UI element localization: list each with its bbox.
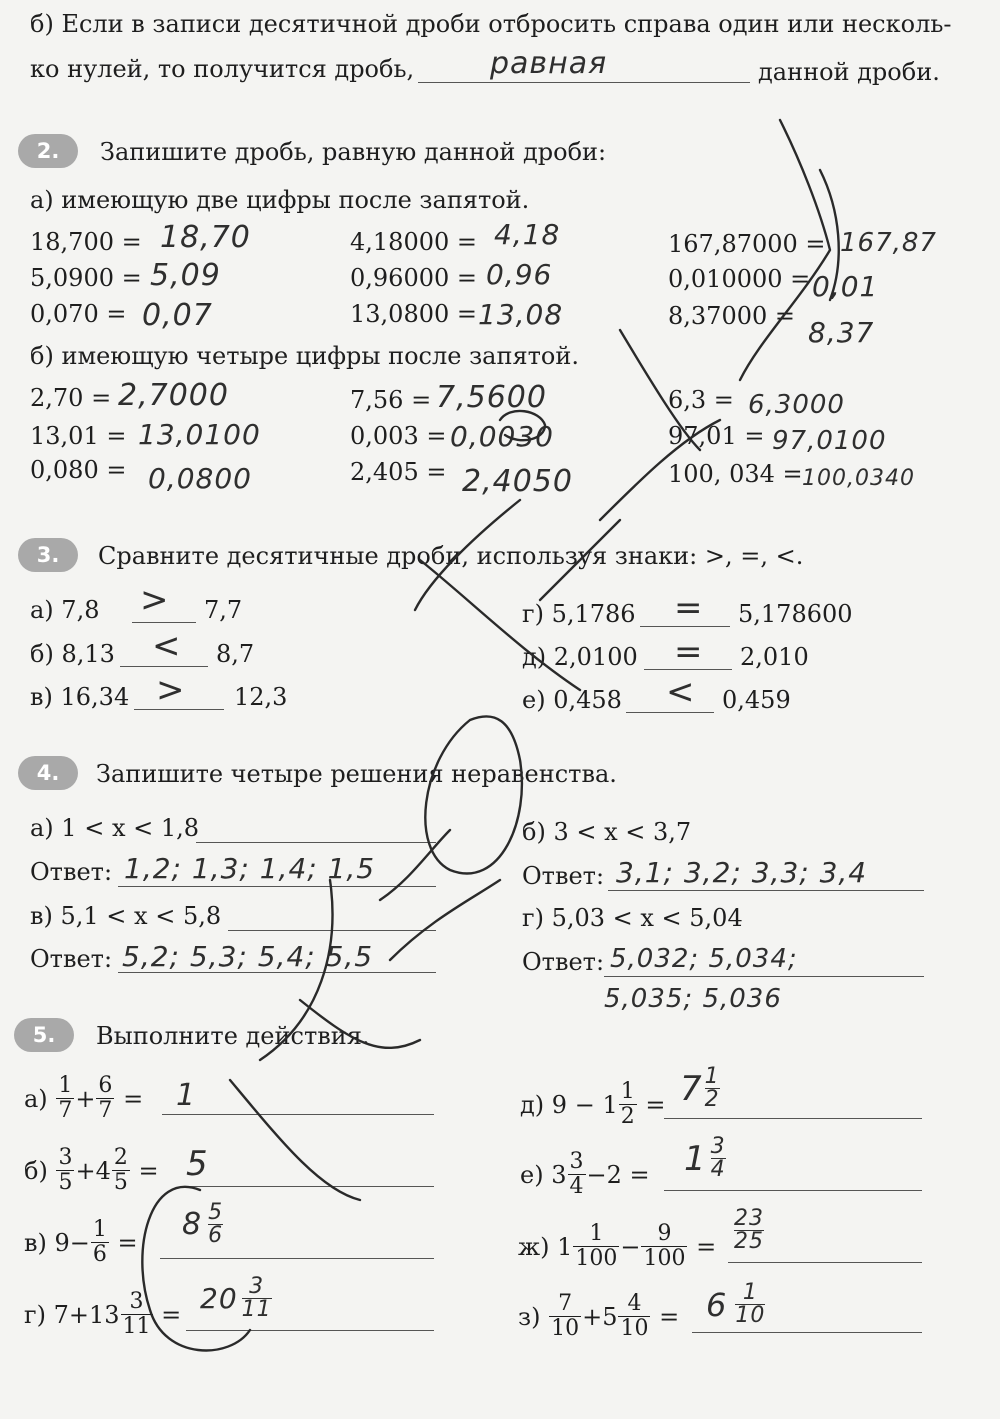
task5-title: Выполните действия. xyxy=(96,1022,370,1050)
task2-a-expr: 8,37000 = xyxy=(668,302,795,330)
equals-sign: = xyxy=(645,1090,666,1119)
task2-a-answer: 4,18 xyxy=(494,218,561,251)
task2-a-answer: 5,09 xyxy=(150,258,221,293)
task2-a-answer: 8,37 xyxy=(808,316,875,349)
answer-line xyxy=(664,1118,922,1119)
expression-a xyxy=(24,1074,143,1123)
task3-title: Сравните десятичные дроби, используя знаки: >, =, <. xyxy=(98,542,804,570)
compare-right: 5,178600 xyxy=(738,600,853,628)
whole-part: 5 xyxy=(602,1302,618,1331)
compare-right: 0,459 xyxy=(722,686,791,714)
task2-b-answer: 2,7000 xyxy=(118,378,229,413)
task2-b-expr: 97,01 = xyxy=(668,422,765,450)
whole-part: 9 xyxy=(551,1090,568,1119)
answer-line xyxy=(196,842,436,843)
task2-b-answer: 7,5600 xyxy=(436,380,547,415)
compare-sign: < xyxy=(666,672,696,712)
task2-b-expr: 6,3 = xyxy=(668,386,734,414)
task2-a-answer: 13,08 xyxy=(478,298,564,331)
answer-line xyxy=(160,1258,434,1259)
task2-a-expr: 0,070 = xyxy=(30,300,127,328)
compare-right: 8,7 xyxy=(216,640,255,668)
result: 5 xyxy=(186,1144,209,1184)
operator: + xyxy=(75,1084,96,1113)
task1b-answer: равная xyxy=(490,46,608,81)
inequality: а) 1 < x < 1,8 xyxy=(30,814,200,842)
fraction: $\frac{7}{10}$ xyxy=(551,1291,580,1341)
expression-d xyxy=(520,1080,665,1129)
task-number-badge: 4. xyxy=(18,756,78,790)
expression-e xyxy=(520,1150,650,1199)
item-label: б) xyxy=(24,1156,48,1185)
inequality-answer: 5,032; 5,034; xyxy=(610,944,798,974)
task2-a-expr: 167,87000 = xyxy=(668,230,826,258)
answer-line xyxy=(184,1186,434,1187)
answer-line xyxy=(626,712,714,713)
fraction: $\frac{3}{5}$ xyxy=(58,1145,73,1195)
task2-b-expr: 13,01 = xyxy=(30,422,127,450)
task2-a-expr: 4,18000 = xyxy=(350,228,477,256)
inequality-answer-cont: 5,035; 5,036 xyxy=(604,984,782,1014)
result: 1 xyxy=(176,1078,197,1113)
compare-left: г) 5,1786 xyxy=(522,600,636,628)
compare-left: в) 16,34 xyxy=(30,683,130,711)
whole-part: 13 xyxy=(88,1300,120,1329)
task2-b-answer: 0,0030 xyxy=(450,420,554,453)
task2-b-expr: 2,70 = xyxy=(30,384,112,412)
scribble-stroke xyxy=(425,716,522,873)
compare-left: д) 2,0100 xyxy=(522,643,638,671)
answer-line xyxy=(186,1330,434,1331)
task-number-badge: 5. xyxy=(14,1018,74,1052)
item-label: в) xyxy=(24,1228,47,1257)
scribble-stroke xyxy=(390,880,500,960)
scribble-stroke xyxy=(230,1080,360,1200)
fraction: $\frac{3}{4}$ xyxy=(569,1149,584,1199)
task2-b-answer: 13,0100 xyxy=(138,418,261,451)
task2-a-answer: 18,70 xyxy=(160,220,251,255)
answer-label: Ответ: xyxy=(522,862,605,890)
task2-a-expr: 0,010000 = xyxy=(668,265,811,293)
answer-line xyxy=(728,1262,922,1263)
task4-title: Запишите четыре решения неравенства. xyxy=(96,760,617,788)
task2-b-answer: 0,0800 xyxy=(148,462,252,495)
task2-b-answer: 2,4050 xyxy=(462,464,573,499)
operator: + xyxy=(68,1300,89,1329)
task2-b-expr: 2,405 = xyxy=(350,458,447,486)
task2-a-answer: 0,01 xyxy=(812,270,879,303)
task-number-badge: 2. xyxy=(18,134,78,168)
equals-sign: = xyxy=(659,1302,680,1331)
inequality: в) 5,1 < x < 5,8 xyxy=(30,902,222,930)
equals-sign: = xyxy=(696,1232,717,1261)
compare-left: а) 7,8 xyxy=(30,596,100,624)
whole-part: 9 xyxy=(54,1228,70,1257)
answer-line xyxy=(228,930,436,931)
whole-part: 2 xyxy=(606,1160,622,1189)
task2-a-answer: 0,96 xyxy=(486,258,553,291)
task1b-line1: б) Если в записи десятичной дроби отбросить справа один или несколь- xyxy=(30,10,952,38)
task2-b-expr: 0,080 = xyxy=(30,456,127,484)
answer-line xyxy=(664,1190,922,1191)
task2-a-expr: 18,700 = xyxy=(30,228,142,256)
whole-part: 7 xyxy=(53,1300,69,1329)
whole-part: 4 xyxy=(95,1156,111,1185)
inequality: б) 3 < x < 3,7 xyxy=(522,818,692,846)
item-label: ж) xyxy=(518,1232,550,1261)
answer-line xyxy=(118,886,436,887)
answer-line xyxy=(692,1332,922,1333)
item-label: а) xyxy=(24,1084,48,1113)
fraction: $\frac{1}{100}$ xyxy=(575,1221,618,1271)
fraction: $\frac{1}{7}$ xyxy=(58,1073,73,1123)
fraction: $\frac{1}{2}$ xyxy=(620,1079,635,1129)
item-label: е) xyxy=(520,1160,544,1189)
equals-sign: = xyxy=(117,1228,138,1257)
task2-b-answer: 100,0340 xyxy=(802,466,915,491)
compare-right: 7,7 xyxy=(204,596,243,624)
item-label: д) xyxy=(520,1090,545,1119)
fraction: $\frac{1}{6}$ xyxy=(92,1217,107,1267)
answer-label: Ответ: xyxy=(30,858,113,886)
result: $\frac{23}{25}$ xyxy=(734,1206,764,1254)
compare-sign: < xyxy=(152,626,182,666)
inequality-answer: 5,2; 5,3; 5,4; 5,5 xyxy=(122,940,374,973)
fraction: $\frac{4}{10}$ xyxy=(620,1291,649,1341)
equals-sign: = xyxy=(138,1156,159,1185)
result: 7 1 2 xyxy=(680,1064,720,1112)
expression-z xyxy=(518,1292,679,1341)
operator: − xyxy=(69,1228,90,1257)
operator: + xyxy=(75,1156,96,1185)
compare-sign: > xyxy=(156,670,186,710)
task1b-line2: ко нулей, то получится дробь, xyxy=(30,55,415,83)
equals-sign: = xyxy=(161,1300,182,1329)
inequality-answer: 3,1; 3,2; 3,3; 3,4 xyxy=(616,856,868,889)
operator: + xyxy=(582,1302,603,1331)
expression-v xyxy=(24,1218,138,1267)
scribble-stroke xyxy=(380,830,450,900)
answer-line xyxy=(132,622,196,623)
compare-sign: = xyxy=(674,632,704,672)
compare-left: б) 8,13 xyxy=(30,640,115,668)
task2-a-expr: 13,0800 = xyxy=(350,300,477,328)
expression-zh xyxy=(518,1222,716,1271)
task1b-line3: данной дроби. xyxy=(758,58,940,86)
operator: − xyxy=(620,1232,641,1261)
equals-sign: = xyxy=(629,1160,650,1189)
task2-b-expr: 7,56 = xyxy=(350,386,432,414)
result: 1 3 4 xyxy=(684,1134,726,1182)
operator: − xyxy=(586,1160,607,1189)
fraction: $\frac{3}{11}$ xyxy=(122,1289,151,1339)
compare-right: 12,3 xyxy=(234,683,288,711)
task2-a-answer: 167,87 xyxy=(840,228,937,258)
inequality-answer: 1,2; 1,3; 1,4; 1,5 xyxy=(124,852,376,885)
answer-line xyxy=(162,1114,434,1115)
task2-b-label: б) имеющую четыре цифры после запятой. xyxy=(30,342,579,370)
task2-a-expr: 5,0900 = xyxy=(30,264,142,292)
compare-sign: > xyxy=(140,580,170,620)
fraction: $\frac{9}{100}$ xyxy=(643,1221,686,1271)
fraction: $\frac{6}{7}$ xyxy=(98,1073,113,1123)
equals-sign: = xyxy=(123,1084,144,1113)
compare-sign: = xyxy=(674,588,704,628)
task-number-badge: 3. xyxy=(18,538,78,572)
whole-part: 1 xyxy=(557,1232,573,1261)
answer-label: Ответ: xyxy=(522,948,605,976)
answer-line xyxy=(608,890,924,891)
answer-line xyxy=(418,82,750,83)
whole-part: 1 xyxy=(602,1090,618,1119)
task2-b-expr: 100, 034 = xyxy=(668,460,803,488)
result: 20 3 11 xyxy=(200,1274,272,1322)
item-label: з) xyxy=(518,1302,541,1331)
answer-line xyxy=(604,976,924,977)
task2-a-expr: 0,96000 = xyxy=(350,264,477,292)
task2-title: Запишите дробь, равную данной дроби: xyxy=(100,138,607,166)
result: 8 5 6 xyxy=(182,1200,224,1248)
expression-b xyxy=(24,1146,159,1195)
result: 6 1 10 xyxy=(706,1280,766,1328)
task2-b-answer: 6,3000 xyxy=(748,390,845,420)
task2-a-answer: 0,07 xyxy=(142,298,213,333)
expression-g xyxy=(24,1290,181,1339)
task2-a-label: а) имеющую две цифры после запятой. xyxy=(30,186,530,214)
inequality: г) 5,03 < x < 5,04 xyxy=(522,904,743,932)
answer-label: Ответ: xyxy=(30,945,113,973)
task2-b-answer: 97,0100 xyxy=(772,426,887,456)
compare-right: 2,010 xyxy=(740,643,809,671)
fraction: $\frac{2}{5}$ xyxy=(113,1145,128,1195)
task2-b-expr: 0,003 = xyxy=(350,422,447,450)
operator: − xyxy=(574,1090,595,1119)
answer-line xyxy=(120,666,208,667)
whole-part: 3 xyxy=(551,1160,567,1189)
item-label: г) xyxy=(24,1300,46,1329)
compare-left: е) 0,458 xyxy=(522,686,622,714)
